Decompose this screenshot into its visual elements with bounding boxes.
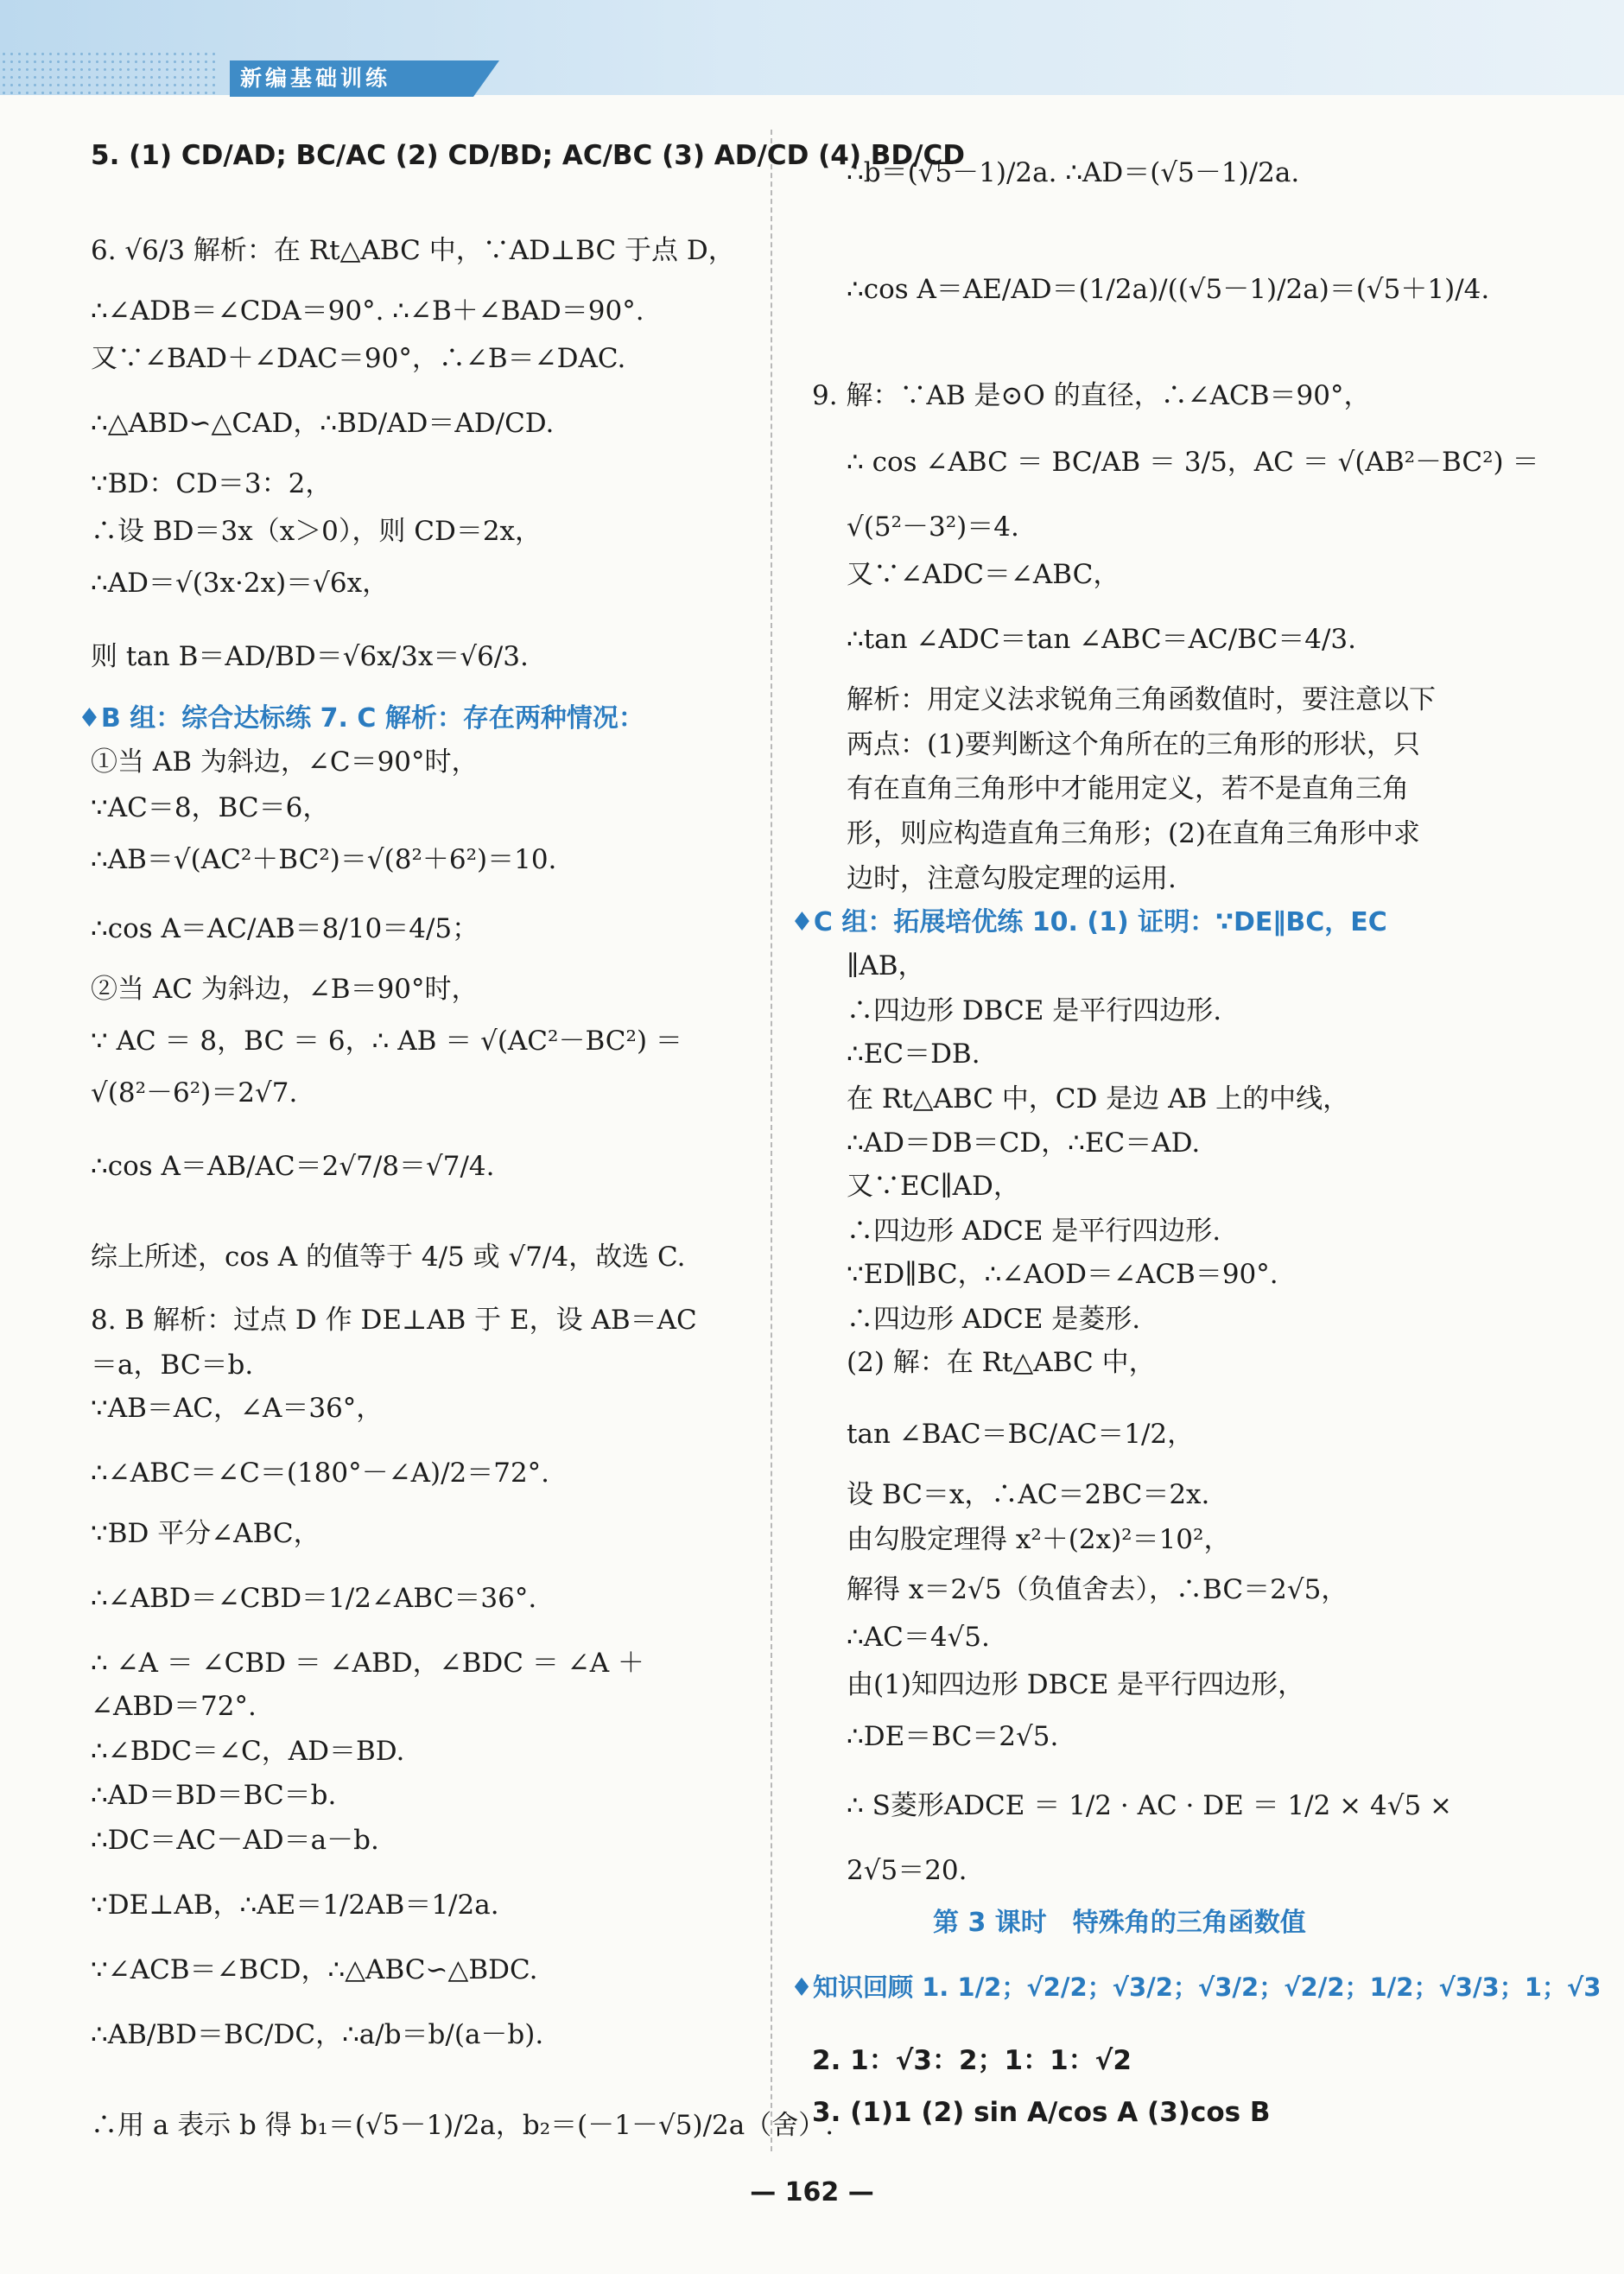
answer-line: 3. (1)1 (2) sin A/cos A (3)cos B (812, 2097, 1271, 2128)
answer-line: 6. √6/3 解析：在 Rt△ABC 中，∵AD⊥BC 于点 D， (91, 235, 735, 266)
answer-line: 又∵∠ADC＝∠ABC， (847, 559, 1120, 590)
analysis-line: 两点：(1)要判断这个角所在的三角形的形状，只 (847, 729, 1420, 760)
answer-line: 又∵EC∥AD， (847, 1171, 1020, 1202)
answer-line: ∵AB＝AC，∠A＝36°， (91, 1393, 384, 1424)
answer-line: ∵ED∥BC，∴∠AOD＝∠ACB＝90°. (847, 1259, 1278, 1290)
answer-line: ∠ABD＝72°. (91, 1691, 257, 1722)
section-heading-b: ♦B 组：综合达标练 7. C 解析：存在两种情况： (78, 703, 644, 734)
answer-line: ∴AD＝BD＝BC＝b. (91, 1780, 337, 1811)
answer-line: ∵BD 平分∠ABC， (91, 1518, 320, 1549)
answer-line: ∴ ∠A ＝ ∠CBD ＝ ∠ABD，∠BDC ＝ ∠A ＋ (91, 1648, 644, 1679)
answer-line: ∵BD：CD＝3：2， (91, 468, 333, 499)
answer-line: ∴∠ADB＝∠CDA＝90°. ∴∠B＋∠BAD＝90°. (91, 295, 644, 327)
answer-line: ∴cos A＝AB/AC＝2√7/8＝√7/4. (91, 1151, 495, 1182)
answer-line: ∴四边形 ADCE 是菱形. (847, 1304, 1141, 1335)
answer-line: ∴△ABD∽△CAD，∴BD/AD＝AD/CD. (91, 408, 555, 439)
answer-line: ∴AB＝√(AC²＋BC²)＝√(8²＋6²)＝10. (91, 844, 557, 875)
answer-line: ①当 AB 为斜边，∠C＝90°时， (91, 746, 479, 778)
answer-line: √(8²－6²)＝2√7. (91, 1077, 298, 1108)
answer-line: 由(1)知四边形 DBCE 是平行四边形， (847, 1669, 1305, 1700)
analysis-line: 形，则应构造直角三角形；(2)在直角三角形中求 (847, 818, 1420, 849)
answer-line: ∴cos A＝AE/AD＝(1/2a)/((√5－1)/2a)＝(√5＋1)/4. (847, 274, 1490, 305)
answer-line: ∴∠ABD＝∠CBD＝1/2∠ABC＝36°. (91, 1583, 537, 1614)
answer-line: ∴EC＝DB. (847, 1039, 980, 1070)
lesson-title: 第 3 课时 特殊角的三角函数值 (933, 1908, 1306, 1938)
answer-line: 5. (1) CD/AD; BC/AC (2) CD/BD; AC/BC (3) AD/CD (4) BD/CD (91, 140, 965, 171)
answer-line: 则 tan B＝AD/BD＝√6x/3x＝√6/3. (91, 641, 529, 672)
answer-line: ∴AD＝√(3x·2x)＝√6x， (91, 568, 390, 599)
answer-line: ∴ cos ∠ABC ＝ BC/AB ＝ 3/5，AC ＝ √(AB²－BC²) ＝ (847, 447, 1539, 478)
answer-line: 在 Rt△ABC 中，CD 是边 AB 上的中线， (847, 1083, 1350, 1115)
answer-line: tan ∠BAC＝BC/AC＝1/2， (847, 1419, 1195, 1450)
answer-line: ∴AC＝4√5. (847, 1622, 990, 1653)
answer-line: ∴用 a 表示 b 得 b₁＝(√5－1)/2a，b₂＝(－1－√5)/2a（舍）. (91, 2110, 834, 2141)
answer-line: 又∵∠BAD＋∠DAC＝90°，∴∠B＝∠DAC. (91, 343, 626, 374)
header-dot-pattern (0, 50, 220, 95)
answer-line: ∴四边形 ADCE 是平行四边形. (847, 1216, 1221, 1247)
answer-line: (2) 解：在 Rt△ABC 中， (847, 1347, 1156, 1378)
answer-line: 2√5＝20. (847, 1855, 967, 1886)
answer-line: ②当 AC 为斜边，∠B＝90°时， (91, 974, 479, 1005)
answer-line: 8. B 解析：过点 D 作 DE⊥AB 于 E，设 AB＝AC (91, 1305, 697, 1336)
answer-line: ∵DE⊥AB，∴AE＝1/2AB＝1/2a. (91, 1890, 499, 1921)
answer-line: ∴AB/BD＝BC/DC，∴a/b＝b/(a－b). (91, 2019, 544, 2050)
answer-line: 综上所述，cos A 的值等于 4/5 或 √7/4，故选 C. (91, 1242, 686, 1273)
answer-line: ∴b＝(√5－1)/2a. ∴AD＝(√5－1)/2a. (847, 157, 1300, 188)
analysis-line: 解析：用定义法求锐角三角函数值时，要注意以下 (847, 684, 1436, 715)
answer-line: √(5²－3²)＝4. (847, 511, 1019, 543)
answer-line: ∴tan ∠ADC＝tan ∠ABC＝AC/BC＝4/3. (847, 624, 1356, 655)
answer-line: ∴DC＝AC－AD＝a－b. (91, 1825, 379, 1856)
answer-line: ∵∠ACB＝∠BCD，∴△ABC∽△BDC. (91, 1954, 538, 1985)
answer-line: ∴DE＝BC＝2√5. (847, 1721, 1059, 1752)
column-divider (771, 130, 772, 2151)
answer-line: ∴cos A＝AC/AB＝8/10＝4/5； (91, 913, 479, 944)
answer-line: ∴ S菱形ADCE ＝ 1/2 · AC · DE ＝ 1/2 × 4√5 × (847, 1790, 1453, 1821)
answer-line: ∵ AC ＝ 8，BC ＝ 6，∴ AB ＝ √(AC²－BC²) ＝ (91, 1026, 682, 1057)
answer-line: 9. 解：∵AB 是⊙O 的直径，∴∠ACB＝90°， (812, 380, 1371, 411)
answer-line: ∴∠ABC＝∠C＝(180°－∠A)/2＝72°. (91, 1458, 550, 1489)
answer-line: ∴四边形 DBCE 是平行四边形. (847, 995, 1222, 1026)
answer-line: ∴∠BDC＝∠C，AD＝BD. (91, 1736, 405, 1767)
answer-line: 2. 1：√3：2；1：1：√2 (812, 2045, 1132, 2076)
analysis-line: 有在直角三角形中才能用定义，若不是直角三角 (847, 773, 1409, 804)
section-heading-c: ♦C 组：拓展培优练 10. (1) 证明：∵DE∥BC，EC (790, 907, 1387, 937)
page-number: — 162 — (750, 2177, 874, 2207)
analysis-line: 边时，注意勾股定理的运用. (847, 863, 1177, 894)
answer-line: 解得 x＝2√5（负值舍去），∴BC＝2√5， (847, 1574, 1348, 1605)
answer-line: ∵AC＝8，BC＝6， (91, 792, 330, 823)
answer-line: 由勾股定理得 x²＋(2x)²＝10²， (847, 1524, 1231, 1555)
section-heading-review: ♦知识回顾 1. 1/2；√2/2；√3/2；√3/2；√2/2；1/2；√3/3；1；√3 (790, 1972, 1602, 2002)
answer-line: ∴设 BD＝3x（x＞0），则 CD＝2x， (91, 516, 542, 547)
header-title: 新编基础训练 (230, 60, 473, 97)
answer-line: ∥AB， (847, 950, 925, 981)
answer-line: ∴AD＝DB＝CD，∴EC＝AD. (847, 1127, 1201, 1159)
answer-line: ＝a，BC＝b. (91, 1350, 254, 1381)
answer-line: 设 BC＝x，∴AC＝2BC＝2x. (847, 1479, 1210, 1510)
